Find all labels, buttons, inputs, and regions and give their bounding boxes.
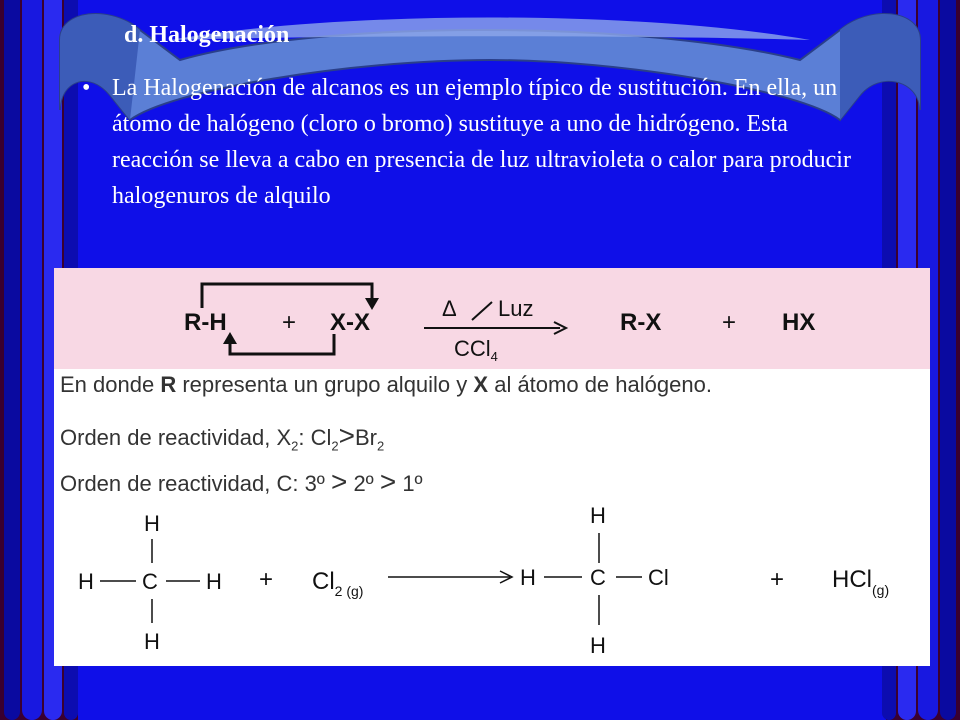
eq-reactant-xx: X-X	[330, 309, 371, 336]
general-equation-band	[54, 268, 930, 369]
note-halogen-reactivity: Orden de reactividad, $X_2$: $Cl_2>Br_2$	[60, 420, 385, 454]
product-h-bottom: H	[590, 633, 606, 658]
rx-plus-2: +	[770, 566, 785, 593]
eq-solvent: CCl$_4$	[454, 336, 498, 364]
eq-product-hx: HX	[782, 309, 816, 336]
methane-c: C	[142, 569, 158, 594]
general-equation-box	[54, 268, 930, 501]
rx-hcl: HCl$_{(g)}$	[832, 566, 890, 598]
methane-h-top: H	[144, 511, 160, 536]
eq-slash	[472, 302, 492, 320]
product-h-left: H	[520, 565, 536, 590]
eq-condition-light: Luz	[498, 296, 534, 321]
methane-h-right: H	[206, 569, 222, 594]
note-definition: En donde R representa un grupo alquilo y X al átomo de halógeno.	[60, 372, 712, 397]
bullet: •	[82, 75, 91, 101]
eq-plus-2: +	[722, 309, 737, 336]
eq-product-rx: R-X	[620, 309, 662, 336]
rx-plus-1: +	[259, 566, 274, 593]
paragraph: La Halogenación de alcanos es un ejemplo típico de sustitución. En ella, un átomo de halógeno (cloro o bromo) sustituye a uno de hidrógeno. Esta reacción se lleva a cabo en presencia de luz ultravioleta o calor para producir halogenuros de alquilo	[112, 75, 851, 209]
product-c: C	[590, 565, 606, 590]
methane-reaction-box	[54, 501, 930, 666]
eq-plus-1: +	[282, 309, 297, 336]
note-carbon-reactivity: Orden de reactividad, C: 3º > 2º > 1º	[60, 466, 423, 497]
product-cl: Cl	[648, 565, 669, 590]
methane-chlorination	[54, 501, 930, 666]
product-h-top: H	[590, 503, 606, 528]
rx-cl2: $Cl_{2 (g)}$	[312, 568, 364, 599]
methane-h-bottom: H	[144, 629, 160, 654]
body-text	[82, 70, 872, 214]
eq-condition-delta: Δ	[442, 296, 457, 321]
general-equation	[54, 268, 930, 369]
eq-reactant-rh: R-H	[184, 309, 227, 336]
methane-h-left: H	[78, 569, 94, 594]
slide-title: d. Halogenación	[124, 22, 290, 48]
